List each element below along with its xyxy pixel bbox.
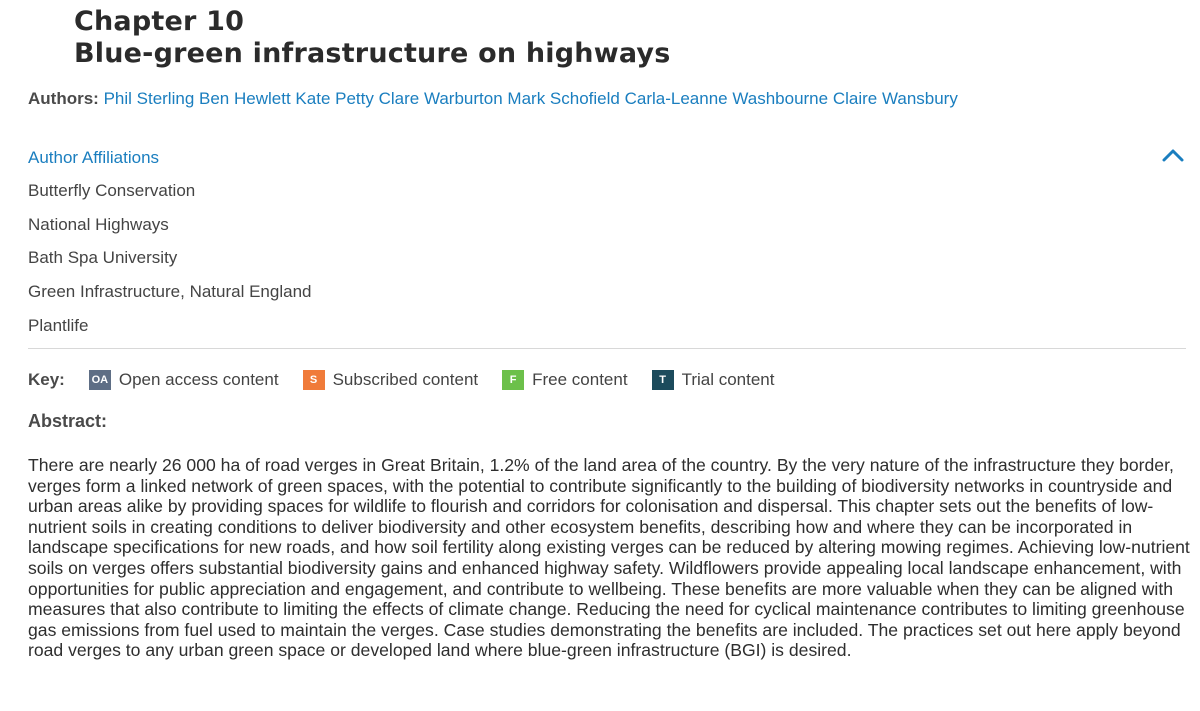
affiliations-list	[28, 181, 311, 349]
key-item-trial	[652, 370, 775, 390]
author-link[interactable]: Phil Sterling	[103, 89, 195, 108]
abstract-text: There are nearly 26 000 ha of road verges in Great Britain, 1.2% of the land area of the country. By the very nature of the infrastructure they border, verges form a linked network of green spaces, with the potential to contribute significantly to the building of biodiversity networks in countryside and urban areas alike by providing spaces for wildlife to flourish and corridors for colonisation and dispersal. This chapter sets out the benefits of low-nutrient soils in creating conditions to deliver biodiversity and other ecosystem benefits, describing how and where they can be incorporated in landscape specifications for new roads, and how soil fertility along existing verges can be reduced by altering mowing regimes. Achieving low-nutrient soils on verges offers substantial biodiversity gains and enhanced highway safety. Wildflowers provide appealing local landscape enhancement, with opportunities for public appreciation and engagement, and contribute to wellbeing. These benefits are more valuable when they can be aligned with measures that also contribute to limiting the effects of climate change. Reducing the need for cyclical maintenance contributes to limiting greenhouse gas emissions from fuel used to maintain the verges. Case studies demonstrating the benefits are included. The practices set out here apply beyond road verges to any urban green space or developed land where blue-green infrastructure (BGI) is desired.	[28, 455, 1190, 661]
author-affiliations-toggle[interactable]: Author Affiliations	[28, 148, 160, 167]
open-access-badge-icon: OA	[89, 370, 111, 390]
author-link[interactable]: Carla-Leanne Washbourne	[624, 89, 829, 108]
author-link[interactable]: Mark Schofield	[507, 89, 620, 108]
key-item-label: Free content	[532, 370, 628, 389]
abstract-heading: Abstract:	[28, 411, 108, 431]
authors-label: Authors:	[28, 89, 99, 108]
key-item-label: Subscribed content	[332, 370, 479, 389]
affiliation-item: National Highways	[28, 214, 169, 234]
key-item-label: Open access content	[118, 370, 279, 389]
subscribed-badge-icon: S	[303, 370, 325, 390]
key-item-free	[502, 370, 627, 390]
key-item-label: Trial content	[681, 370, 775, 389]
free-badge-icon: F	[502, 370, 524, 390]
chapter-title: Blue-green infrastructure on highways	[74, 38, 671, 69]
affiliation-item: Green Infrastructure, Natural England	[28, 282, 312, 302]
section-divider	[28, 348, 1186, 349]
affiliation-item: Bath Spa University	[28, 248, 178, 268]
author-link[interactable]: Clare Warburton	[378, 89, 503, 108]
key-item-open-access	[89, 370, 279, 390]
key-item-subscribed	[303, 370, 479, 390]
author-link[interactable]: Claire Wansbury	[832, 89, 958, 108]
affiliation-item: Butterfly Conservation	[28, 181, 196, 200]
trial-badge-icon: T	[652, 370, 674, 390]
affiliation-item: Plantlife	[28, 315, 89, 335]
author-link[interactable]: Ben Hewlett	[199, 89, 291, 108]
author-link[interactable]: Kate Petty	[295, 89, 374, 108]
chapter-heading	[74, 6, 671, 70]
chapter-number: Chapter 10	[74, 6, 245, 37]
chevron-up-icon[interactable]	[1161, 146, 1185, 166]
content-key	[28, 368, 799, 392]
authors-line	[28, 88, 958, 110]
key-label: Key:	[28, 370, 65, 389]
